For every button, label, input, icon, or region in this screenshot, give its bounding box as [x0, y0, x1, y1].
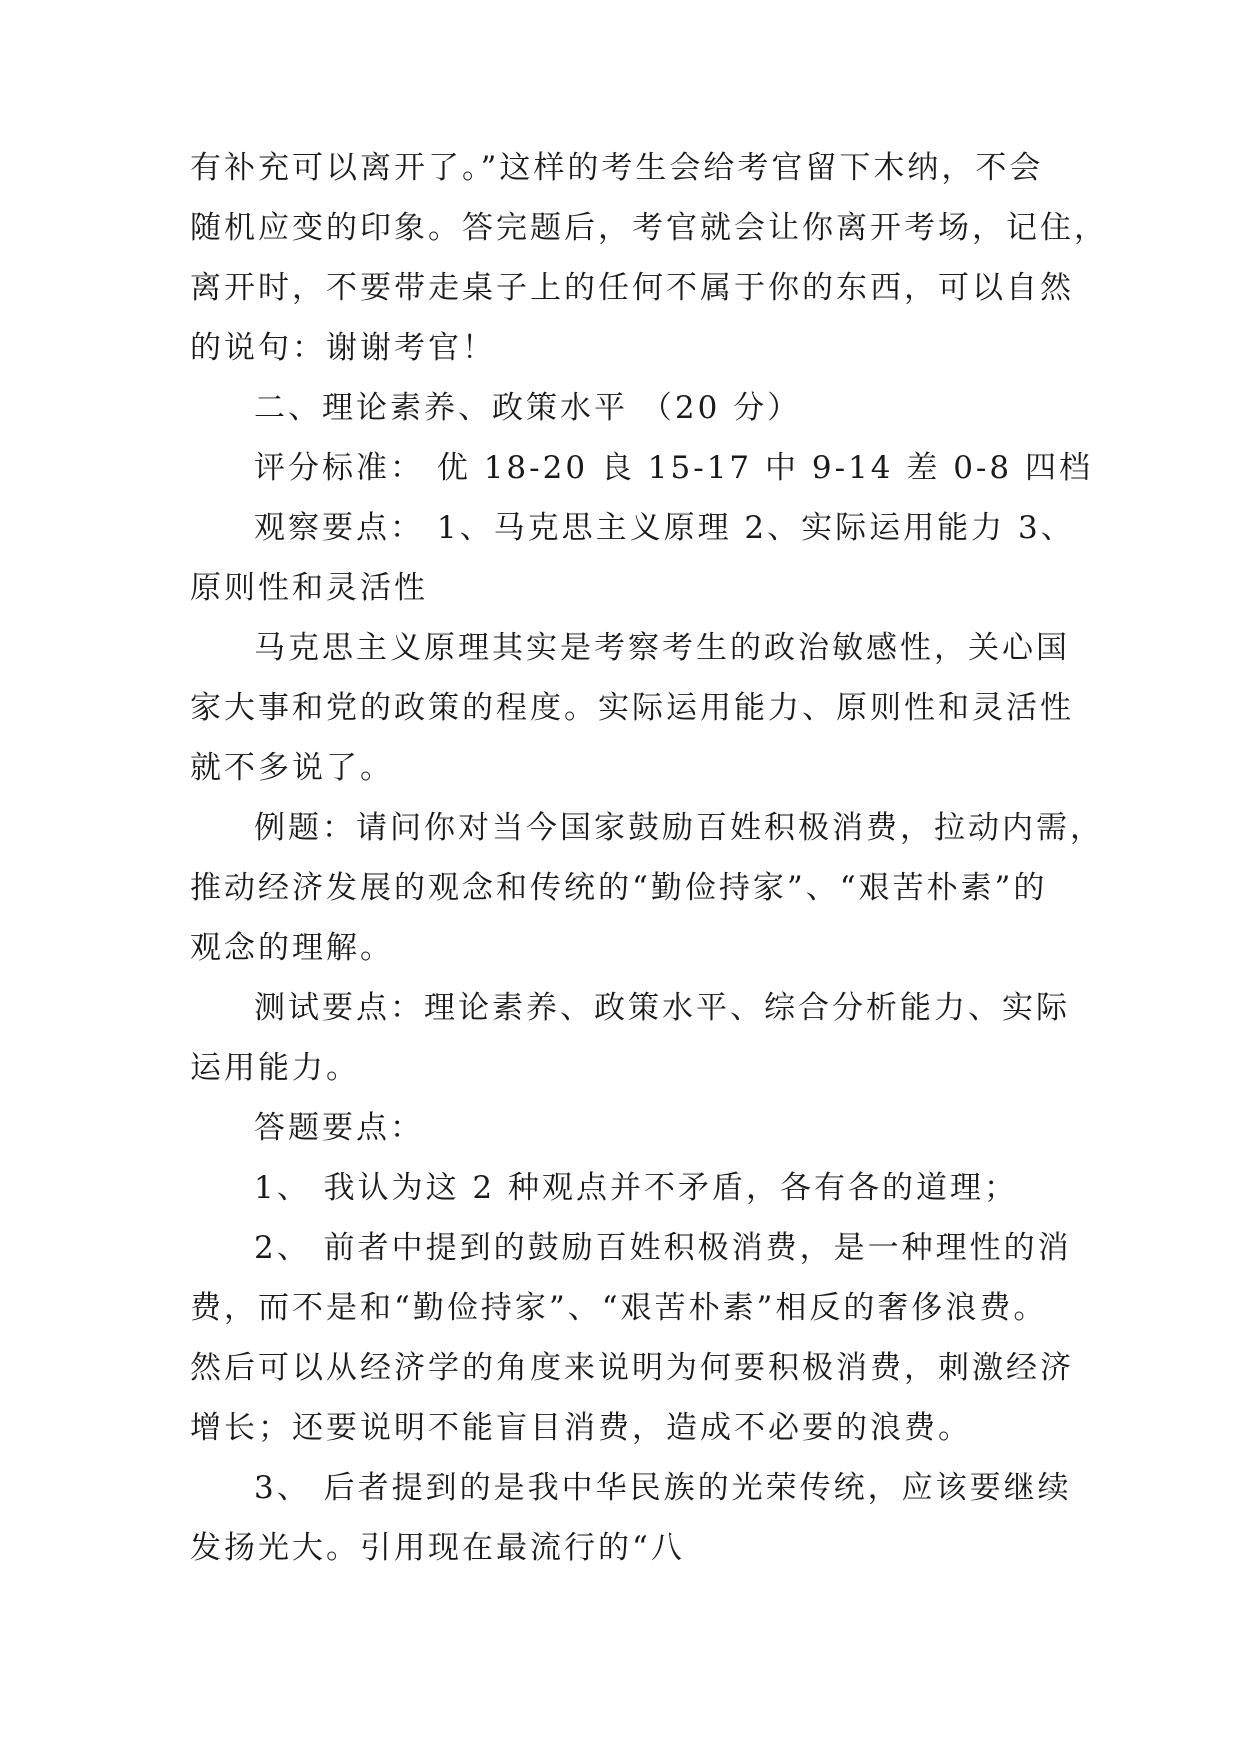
text-line: 就不多说了。 — [190, 750, 394, 786]
text-line: 离开时，不要带走桌子上的任何不属于你的东西，可以自然 — [190, 270, 1074, 306]
text-line: 评分标准： 优 18-20 良 15-17 中 9-14 差 0-8 四档 — [254, 450, 1093, 486]
text-line: 答题要点： — [254, 1110, 424, 1146]
text-line: 费，而不是和“勤俭持家”、“艰苦朴素”相反的奢侈浪费。 — [190, 1290, 1048, 1326]
text-line: 的说句：谢谢考官！ — [190, 330, 496, 366]
text-line: 家大事和党的政策的程度。实际运用能力、原则性和灵活性 — [190, 690, 1074, 726]
text-line: 例题：请问你对当今国家鼓励百姓积极消费，拉动内需， — [254, 810, 1104, 846]
text-line: 原则性和灵活性 — [190, 570, 428, 606]
list-item: 1、 我认为这 2 种观点并不矛盾，各有各的道理； — [254, 1170, 1019, 1206]
text-line: 随机应变的印象。答完题后，考官就会让你离开考场，记住， — [190, 210, 1108, 246]
text-line: 马克思主义原理其实是考察考生的政治敏感性，关心国 — [254, 630, 1070, 666]
text-line: 推动经济发展的观念和传统的“勤俭持家”、“艰苦朴素”的 — [190, 870, 1048, 906]
text-line: 有补充可以离开了。”这样的考生会给考官留下木纳，不会 — [190, 150, 1044, 186]
list-item: 2、 前者中提到的鼓励百姓积极消费，是一种理性的消 — [254, 1230, 1072, 1266]
list-item: 3、 后者提到的是我中华民族的光荣传统，应该要继续 — [254, 1470, 1072, 1506]
text-line: 增长；还要说明不能盲目消费，造成不必要的浪费。 — [190, 1410, 972, 1446]
text-line: 观察要点： 1、马克思主义原理 2、实际运用能力 3、 — [254, 510, 1075, 546]
text-line: 然后可以从经济学的角度来说明为何要积极消费，刺激经济 — [190, 1350, 1074, 1386]
text-line: 发扬光大。引用现在最流行的“八 — [190, 1530, 685, 1566]
section-heading: 二、理论素养、政策水平 （20 分） — [254, 390, 802, 426]
text-line: 运用能力。 — [190, 1050, 360, 1086]
text-line: 观念的理解。 — [190, 930, 394, 966]
text-line: 测试要点：理论素养、政策水平、综合分析能力、实际 — [254, 990, 1070, 1026]
